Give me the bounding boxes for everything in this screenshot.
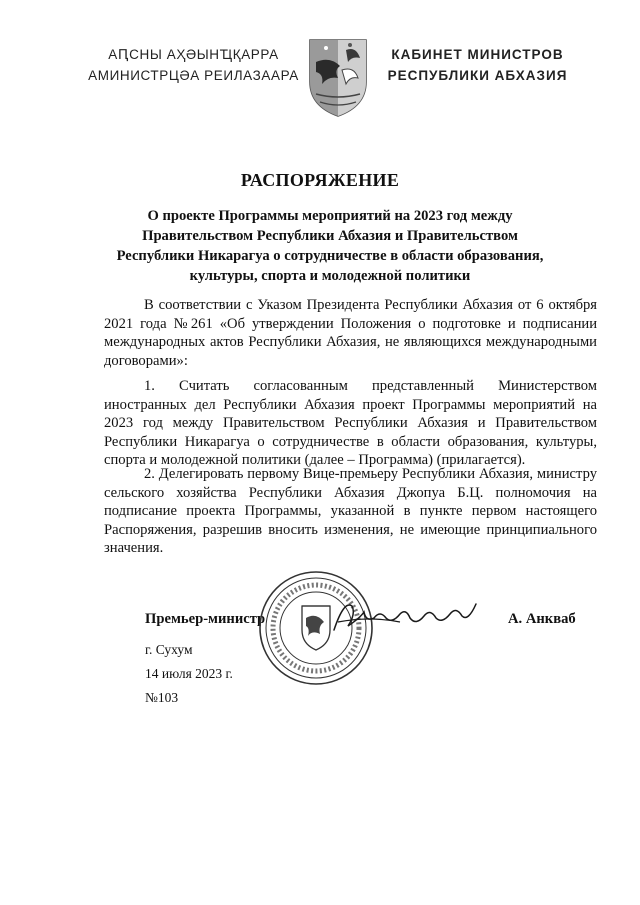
subject-line-1: О проекте Программы мероприятий на 2023 год между	[147, 208, 513, 224]
issue-date: 14 июля 2023 г.	[145, 666, 233, 681]
header-left-line-2: АМИНИСТРЦӘА РЕИЛАЗААРА	[88, 68, 299, 83]
coat-of-arms-icon	[306, 36, 370, 120]
signatory-name: А. Анкваб	[508, 611, 576, 627]
header-abkhaz-title	[86, 44, 301, 86]
preamble-paragraph: В соответствии с Указом Президента Республики Абхазия от 6 октября 2021 года №261 «Об утверждении Положения о подготовке и подписании международных актов Республики Абхазия, не являющихся международными договорами»:	[104, 297, 597, 369]
document-number: №103	[145, 690, 179, 705]
header-russian-title	[370, 44, 585, 86]
header-right-line-2: РЕСПУБЛИКИ АБХАЗИЯ	[387, 68, 568, 83]
signatory-role: Премьер-министр	[145, 611, 266, 627]
handwritten-signature-icon	[330, 596, 480, 636]
document-title: РАСПОРЯЖЕНИЕ	[240, 170, 400, 190]
subject-line-2: Правительством Республики Абхазия и Правительством	[142, 228, 518, 244]
subject-line-3: Республики Никарагуа о сотрудничестве в области образования,	[116, 248, 544, 264]
subject-line-4: культуры, спорта и молодежной политики	[189, 268, 471, 284]
header-left-line-1: АԤСНЫ АҲӘЫНҴҚАРРА	[108, 47, 279, 62]
document-subject	[90, 206, 570, 286]
order-item-2: 2. Делегировать первому Вице-премьеру Республики Абхазия, министру сельского хозяйства Республики Абхазия Джопуа Б.Ц. полномочия на подписание проекта Программы, указанной в пункте первом настоящего Распоряжения, разрешив вносить изменения, не имеющие принципиального значения.	[104, 466, 597, 556]
issue-place: г. Сухум	[145, 642, 193, 657]
header-right-line-1: КАБИНЕТ МИНИСТРОВ	[391, 47, 564, 62]
order-item-1: 1. Считать согласованным представленный Министерством иностранных дел Республики Абхазия проект Программы мероприятий на 2023 год между Правительством Республики Абхазия и Правительством Республики Никарагуа о сотрудничестве в области образования, культуры, спорта и молодежной политики (далее – Программа) (прилагается).	[104, 378, 597, 468]
